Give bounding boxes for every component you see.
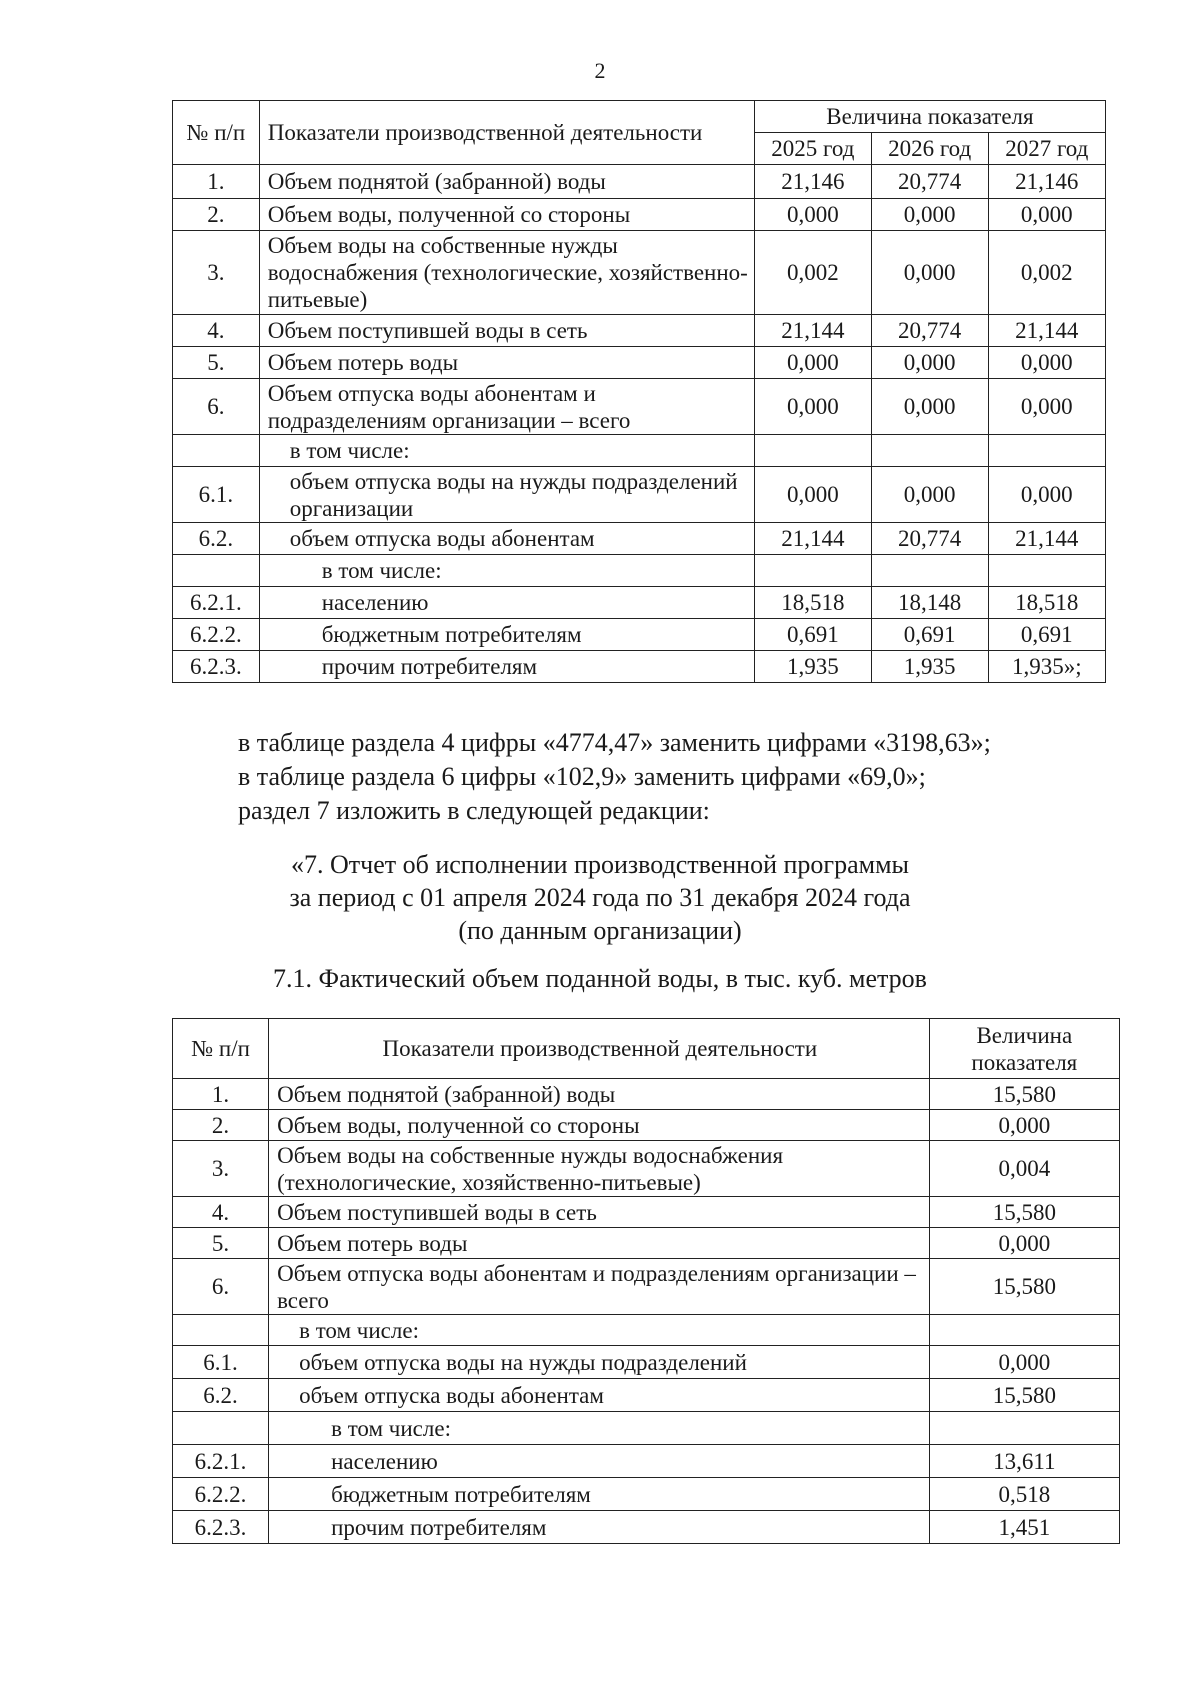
row-name: прочим потребителям	[269, 1511, 930, 1544]
section-title	[0, 848, 1200, 947]
row-value: 0,000	[988, 379, 1105, 435]
row-value: 0,004	[929, 1141, 1119, 1197]
row-num: 6.2.3.	[173, 1511, 269, 1544]
row-num: 3.	[173, 1141, 269, 1197]
row-num: 4.	[173, 315, 260, 347]
row-num: 6.2.2.	[173, 619, 260, 651]
table-row	[173, 1141, 1120, 1197]
row-name: бюджетным потребителям	[269, 1478, 930, 1511]
row-value: 1,935»;	[988, 651, 1105, 683]
row-name: Объем поднятой (забранной) воды	[259, 165, 754, 199]
row-value: 0,000	[871, 467, 988, 523]
row-value: 18,148	[871, 587, 988, 619]
table-row	[173, 1228, 1120, 1259]
row-num	[173, 435, 260, 467]
amendment-paragraph: раздел 7 изложить в следующей редакции:	[238, 796, 710, 825]
amendment-paragraph: в таблице раздела 4 цифры «4774,47» заменить цифрами «3198,63»;	[238, 728, 991, 757]
table-row	[173, 587, 1106, 619]
table-row	[173, 1079, 1120, 1110]
page-number: 2	[594, 58, 606, 83]
row-value: 21,144	[754, 315, 871, 347]
row-num: 1.	[173, 165, 260, 199]
table-row	[173, 1445, 1120, 1478]
row-num: 2.	[173, 199, 260, 231]
row-value	[988, 555, 1105, 587]
row-value: 1,935	[754, 651, 871, 683]
row-value: 20,774	[871, 315, 988, 347]
row-value: 0,002	[988, 231, 1105, 315]
row-value: 0,000	[871, 231, 988, 315]
row-value: 0,691	[871, 619, 988, 651]
row-name: Объем поступившей воды в сеть	[259, 315, 754, 347]
row-name: объем отпуска воды на нужды подразделений организации	[259, 467, 754, 523]
row-value: 13,611	[929, 1445, 1119, 1478]
row-num: 6.2.3.	[173, 651, 260, 683]
row-name: в том числе:	[269, 1412, 930, 1445]
row-num: 6.2.1.	[173, 587, 260, 619]
row-value: 15,580	[929, 1379, 1119, 1412]
row-name: Объем отпуска воды абонентам и подразделениям организации – всего	[269, 1259, 930, 1315]
amendment-paragraph: в таблице раздела 6 цифры «102,9» заменить цифрами «69,0»;	[238, 762, 926, 791]
row-name: Объем отпуска воды абонентам и подразделениям организации – всего	[259, 379, 754, 435]
row-value: 0,000	[988, 347, 1105, 379]
row-num	[173, 555, 260, 587]
header-num: № п/п	[173, 1019, 269, 1079]
row-num	[173, 1315, 269, 1346]
row-value	[871, 555, 988, 587]
row-num: 5.	[173, 347, 260, 379]
row-num: 4.	[173, 1197, 269, 1228]
section-title-line: за период с 01 апреля 2024 года по 31 декабря 2024 года	[289, 883, 911, 912]
table-row	[173, 347, 1106, 379]
section-title-line: (по данным организации)	[458, 916, 742, 945]
row-name: Объем поступившей воды в сеть	[269, 1197, 930, 1228]
row-name: в том числе:	[259, 555, 754, 587]
table-row	[173, 165, 1106, 199]
table-row	[173, 555, 1106, 587]
table-row	[173, 231, 1106, 315]
row-name: населению	[269, 1445, 930, 1478]
row-num: 6.1.	[173, 1346, 269, 1379]
header-name: Показатели производственной деятельности	[269, 1019, 930, 1079]
header-year-2026: 2026 год	[871, 133, 988, 165]
row-name: объем отпуска воды абонентам	[269, 1379, 930, 1412]
actual-water-volume-table	[172, 1018, 1120, 1544]
row-name: в том числе:	[269, 1315, 930, 1346]
header-year-2025: 2025 год	[754, 133, 871, 165]
row-value: 0,518	[929, 1478, 1119, 1511]
table-row	[173, 467, 1106, 523]
section-title-line: «7. Отчет об исполнении производственной программы	[290, 850, 910, 879]
row-num: 1.	[173, 1079, 269, 1110]
table-row	[173, 1478, 1120, 1511]
production-indicators-table	[172, 100, 1106, 683]
row-value	[871, 435, 988, 467]
row-value: 1,935	[871, 651, 988, 683]
row-value: 21,146	[754, 165, 871, 199]
row-value: 1,451	[929, 1511, 1119, 1544]
row-num: 6.2.	[173, 1379, 269, 1412]
row-value	[929, 1412, 1119, 1445]
table-row	[173, 1412, 1120, 1445]
row-name: Объем потерь воды	[269, 1228, 930, 1259]
table-row	[173, 619, 1106, 651]
row-num: 6.2.1.	[173, 1445, 269, 1478]
row-num: 6.1.	[173, 467, 260, 523]
row-name: объем отпуска воды абонентам	[259, 523, 754, 555]
row-value: 0,000	[754, 379, 871, 435]
row-value: 0,691	[988, 619, 1105, 651]
row-name: Объем поднятой (забранной) воды	[269, 1079, 930, 1110]
header-value-group: Величина показателя	[754, 101, 1105, 133]
row-name: объем отпуска воды на нужды подразделений	[269, 1346, 930, 1379]
row-name: населению	[259, 587, 754, 619]
row-value: 0,000	[988, 199, 1105, 231]
row-value: 21,144	[988, 523, 1105, 555]
table-row	[173, 1197, 1120, 1228]
row-value: 0,000	[929, 1346, 1119, 1379]
subsection-title: 7.1. Фактический объем поданной воды, в тыс. куб. метров	[273, 964, 927, 993]
header-year-2027: 2027 год	[988, 133, 1105, 165]
row-num: 6.	[173, 1259, 269, 1315]
row-value	[754, 435, 871, 467]
row-value: 0,000	[754, 347, 871, 379]
row-num: 2.	[173, 1110, 269, 1141]
table-header-row	[173, 1019, 1120, 1079]
row-value: 0,000	[754, 467, 871, 523]
row-value: 18,518	[754, 587, 871, 619]
row-name: Объем воды, полученной со стороны	[269, 1110, 930, 1141]
row-value: 0,000	[871, 379, 988, 435]
table-row	[173, 315, 1106, 347]
row-name: в том числе:	[259, 435, 754, 467]
table-row	[173, 1346, 1120, 1379]
row-num: 3.	[173, 231, 260, 315]
row-value: 0,000	[929, 1228, 1119, 1259]
row-value: 21,146	[988, 165, 1105, 199]
row-num: 5.	[173, 1228, 269, 1259]
row-value: 0,691	[754, 619, 871, 651]
row-value: 21,144	[988, 315, 1105, 347]
row-num: 6.2.2.	[173, 1478, 269, 1511]
row-value: 0,000	[988, 467, 1105, 523]
row-value: 0,000	[871, 199, 988, 231]
table-row	[173, 1315, 1120, 1346]
row-value: 20,774	[871, 165, 988, 199]
table-row	[173, 1110, 1120, 1141]
table-row	[173, 435, 1106, 467]
table-row	[173, 523, 1106, 555]
header-num: № п/п	[173, 101, 260, 165]
row-num: 6.2.	[173, 523, 260, 555]
header-name: Показатели производственной деятельности	[259, 101, 754, 165]
table-row	[173, 1511, 1120, 1544]
table-row	[173, 651, 1106, 683]
row-value: 21,144	[754, 523, 871, 555]
row-value	[754, 555, 871, 587]
row-name: бюджетным потребителям	[259, 619, 754, 651]
row-value: 0,000	[754, 199, 871, 231]
row-value	[929, 1315, 1119, 1346]
row-value: 15,580	[929, 1079, 1119, 1110]
table-row	[173, 1379, 1120, 1412]
row-value: 0,000	[929, 1110, 1119, 1141]
row-value: 20,774	[871, 523, 988, 555]
header-value: Величина показателя	[929, 1019, 1119, 1079]
row-num: 6.	[173, 379, 260, 435]
table-row	[173, 1259, 1120, 1315]
row-num	[173, 1412, 269, 1445]
row-name: Объем потерь воды	[259, 347, 754, 379]
row-value: 0,002	[754, 231, 871, 315]
row-value: 0,000	[871, 347, 988, 379]
row-value: 18,518	[988, 587, 1105, 619]
table-row	[173, 379, 1106, 435]
row-value: 15,580	[929, 1197, 1119, 1228]
row-name: Объем воды на собственные нужды водоснабжения (технологические, хозяйственно-питьевые)	[269, 1141, 930, 1197]
row-name: Объем воды на собственные нужды водоснабжения (технологические, хозяйственно-питьевые)	[259, 231, 754, 315]
row-value	[988, 435, 1105, 467]
row-value: 15,580	[929, 1259, 1119, 1315]
table-row	[173, 199, 1106, 231]
row-name: Объем воды, полученной со стороны	[259, 199, 754, 231]
row-name: прочим потребителям	[259, 651, 754, 683]
table-header-row	[173, 101, 1106, 133]
